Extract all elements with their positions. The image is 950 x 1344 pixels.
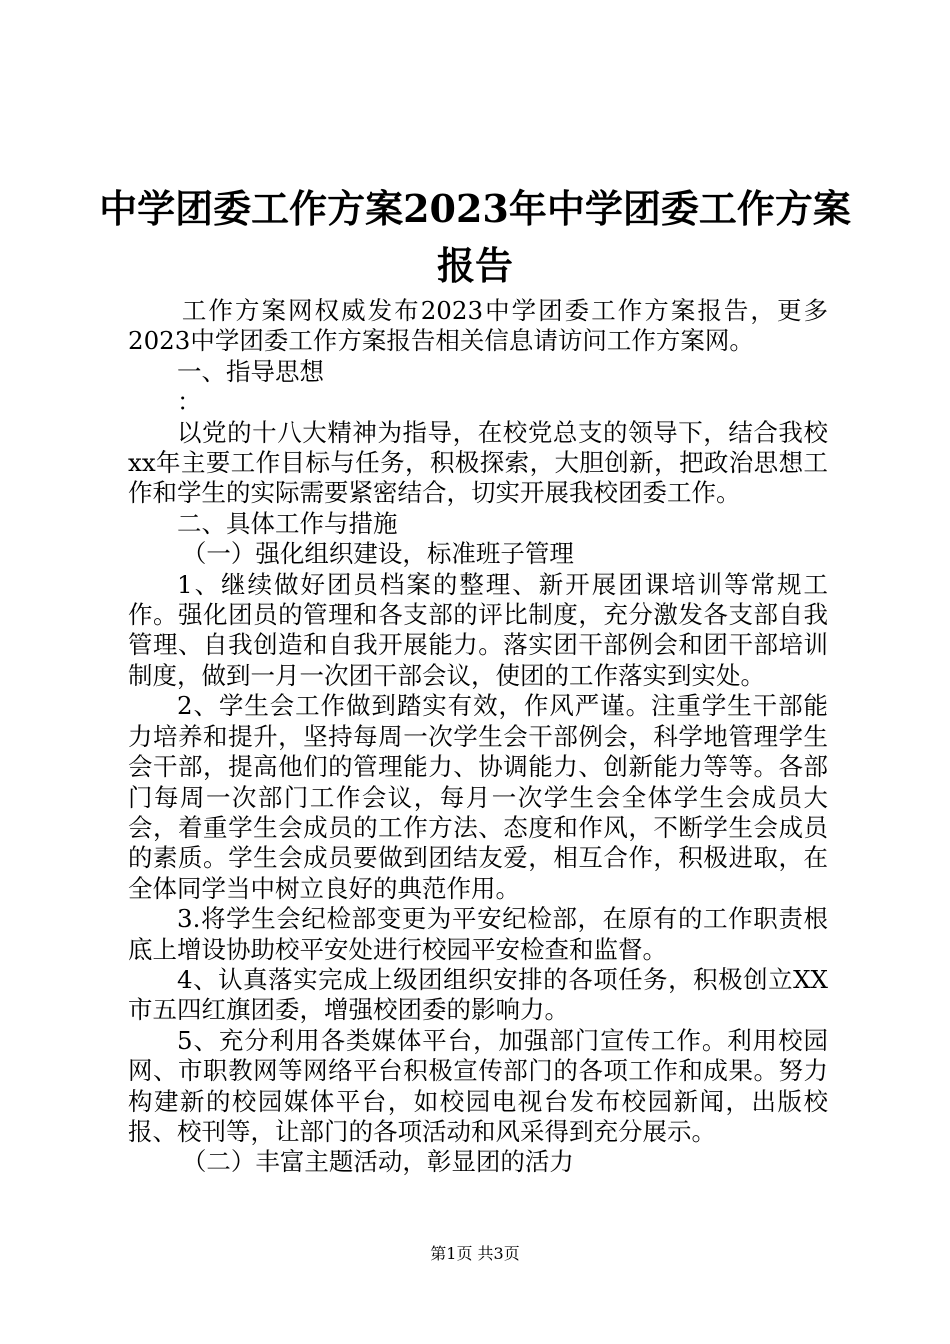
measure-paragraph-3: 3.将学生会纪检部变更为平安纪检部，在原有的工作职责根底上增设协助校平安处进行校园平安检查和监督。	[128, 904, 828, 964]
measure-paragraph-5: 5、充分利用各类媒体平台，加强部门宣传工作。利用校园网、市职教网等网络平台积极宣传部门的各项工作和成果。努力构建新的校园媒体平台，如校园电视台发布校园新闻，出版校报、校刊等，让部门的各项活动和风采得到充分展示。	[128, 1025, 828, 1146]
measure-paragraph-2: 2、学生会工作做到踏实有效，作风严谨。注重学生干部能力培养和提升，坚持每周一次学生会干部例会，科学地管理学生会干部，提高他们的管理能力、协调能力、创新能力等等。各部门每周一次部门工作会议，每月一次学生会全体学生会成员大会，着重学生会成员的工作方法、态度和作风，不断学生会成员的素质。学生会成员要做到团结友爱，相互合作，积极进取，在全体同学当中树立良好的典范作用。	[128, 691, 828, 903]
document-title-line2: 报告	[436, 243, 513, 288]
guiding-thought-paragraph: 以党的十八大精神为指导，在校党总支的领导下，结合我校xx年主要工作目标与任务，积极探索，大胆创新，把政治思想工作和学生的实际需要紧密结合，切实开展我校团委工作。	[128, 417, 828, 508]
measure-paragraph-4: 4、认真落实完成上级团组织安排的各项任务，积极创立XX市五四红旗团委，增强校团委的影响力。	[128, 964, 828, 1025]
measure-paragraph-1: 1、继续做好团员档案的整理、新开展团课培训等常规工作。强化团员的管理和各支部的评比制度，充分激发各支部自我管理、自我创造和自我开展能力。落实团干部例会和团干部培训制度，做到一月一次团干部会议，使团的工作落实到实处。	[128, 569, 828, 690]
colon-line: ：	[177, 387, 202, 417]
subsection-heading-activities: （二）丰富主题活动，彰显团的活力	[181, 1147, 574, 1177]
intro-paragraph: 工作方案网权威发布2023中学团委工作方案报告，更多2023中学团委工作方案报告相关信息请访问工作方案网。	[128, 296, 828, 356]
page-footer: 第1页 共3页	[430, 1244, 520, 1263]
section-heading-guiding-thought: 一、指导思想	[177, 356, 324, 386]
section-heading-measures: 二、具体工作与措施	[177, 508, 398, 538]
document-title-line1: 中学团委工作方案2023年中学团委工作方案	[99, 186, 851, 231]
subsection-heading-organization: （一）强化组织建设，标准班子管理	[181, 539, 574, 569]
document-body	[128, 296, 828, 1178]
